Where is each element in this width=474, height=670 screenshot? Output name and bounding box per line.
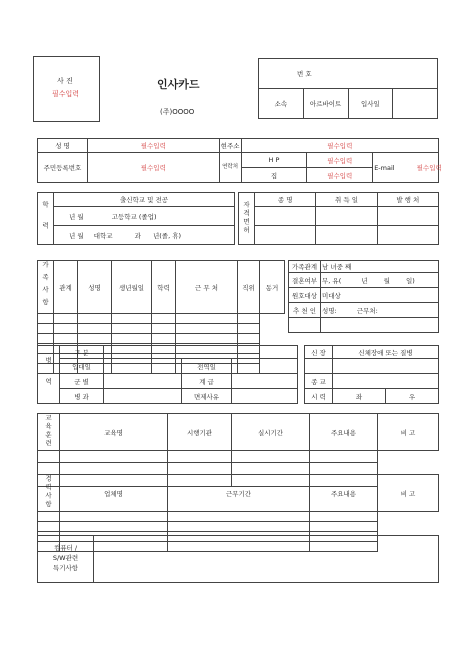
number-label: 번 호 xyxy=(259,59,438,89)
hire-value[interactable] xyxy=(393,89,438,119)
family-row xyxy=(38,334,285,344)
family-right-table xyxy=(288,260,439,333)
education-table xyxy=(37,192,235,245)
training-cell[interactable] xyxy=(38,451,60,463)
branch-value[interactable] xyxy=(104,374,182,389)
family-row xyxy=(38,314,285,324)
vision-right[interactable]: 우 xyxy=(386,389,439,404)
license-col-name: 종 명 xyxy=(255,193,316,207)
referrer-work[interactable]: 근무처: xyxy=(356,306,378,315)
family-cell[interactable] xyxy=(78,314,112,324)
training-cell[interactable] xyxy=(60,451,168,463)
license-side: 자격면허 xyxy=(239,193,255,245)
career-cell[interactable] xyxy=(38,522,60,532)
career-cell[interactable] xyxy=(310,512,378,522)
family-col-name: 성명 xyxy=(78,261,112,314)
name-label: 성 명 xyxy=(38,139,88,153)
marriage-day: 일) xyxy=(406,276,415,285)
marriage-label: 결혼여부 xyxy=(289,273,321,288)
personal-table xyxy=(37,138,442,183)
physical-table xyxy=(304,345,439,404)
marriage-month: 월 xyxy=(383,276,390,285)
training-col-org: 시행기관 xyxy=(168,414,232,451)
career-row xyxy=(38,522,439,532)
hp-label: H P xyxy=(241,153,307,168)
edu2-dept[interactable]: 과 xyxy=(134,231,141,240)
disability-label: 신체장애 또는 질병 xyxy=(333,346,439,359)
marriage-value[interactable]: 무, 유( xyxy=(322,276,342,285)
training-col-name: 교육명 xyxy=(60,414,168,451)
career-cell[interactable] xyxy=(60,512,168,522)
address-label: 현주소 xyxy=(219,139,241,153)
family-side: 가족사항 xyxy=(38,261,54,314)
training-col-note: 비 고 xyxy=(378,414,439,451)
home-label: 집 xyxy=(241,168,307,183)
rank-value[interactable] xyxy=(232,374,298,389)
career-cell[interactable] xyxy=(310,522,378,532)
edu2-date[interactable]: 년 월 xyxy=(69,231,84,240)
career-cell[interactable] xyxy=(168,522,310,532)
discharge-value[interactable] xyxy=(232,359,298,374)
family-cell[interactable] xyxy=(78,334,112,344)
veteran-label: 원호대상 xyxy=(289,288,321,303)
computer-field[interactable] xyxy=(94,536,439,583)
training-cell[interactable] xyxy=(60,463,168,475)
computer-label: 컴퓨터 / S/W관련 특기사항 xyxy=(38,536,94,583)
family-cell[interactable] xyxy=(54,324,78,334)
vision-label: 시 력 xyxy=(305,389,333,404)
name-field[interactable]: 필수입력 xyxy=(88,139,220,153)
career-side: 경력사항 xyxy=(38,475,60,512)
family-cell[interactable] xyxy=(176,314,238,324)
company-name: (주)OOOO xyxy=(160,108,195,116)
training-col-content: 주요내용 xyxy=(310,414,378,451)
family-row xyxy=(38,324,285,334)
vision-left[interactable]: 좌 xyxy=(333,389,386,404)
family-cell[interactable] xyxy=(112,314,152,324)
photo-required: 필수입력 xyxy=(52,90,80,98)
training-col-period: 실시기간 xyxy=(232,414,310,451)
family-col-live: 동거 xyxy=(260,261,285,314)
family-col-position: 직위 xyxy=(238,261,260,314)
hp-field[interactable]: 필수입력 xyxy=(307,153,373,168)
dept-value[interactable]: 아르바이트 xyxy=(303,89,348,119)
religion-label: 종 교 xyxy=(305,374,333,389)
branch-label: 군 별 xyxy=(60,374,104,389)
career-row xyxy=(38,512,439,522)
career-col-period: 근무기간 xyxy=(168,475,310,512)
family-cell[interactable] xyxy=(54,314,78,324)
family-col-relation: 관계 xyxy=(54,261,78,314)
specialty-label: 병 과 xyxy=(60,389,104,404)
height-label: 신 장 xyxy=(305,346,333,359)
family-cell[interactable] xyxy=(38,324,54,334)
license-col-date: 취 득 일 xyxy=(316,193,377,207)
discharge-label: 전역일 xyxy=(182,359,232,374)
family-cell[interactable] xyxy=(176,324,238,334)
training-row xyxy=(38,451,439,463)
military-side: 병 역 xyxy=(38,346,60,404)
hire-label: 입사일 xyxy=(348,89,393,119)
veteran-value[interactable]: 미대상 xyxy=(321,288,439,303)
edu2-year[interactable]: 년(졸, 휴) xyxy=(152,231,182,240)
photo-label: 사 진 xyxy=(57,77,73,85)
family-cell[interactable] xyxy=(152,334,176,344)
career-cell[interactable] xyxy=(38,512,60,522)
family-cell[interactable] xyxy=(238,314,260,324)
edu1-date[interactable]: 년 월 xyxy=(69,212,84,221)
address-field[interactable]: 필수입력 xyxy=(241,139,438,153)
career-col-company: 업체명 xyxy=(60,475,168,512)
family-cell[interactable] xyxy=(78,324,112,334)
family-relation-value[interactable]: 남 녀중 째 xyxy=(321,261,439,273)
enlist-label: 입대일 xyxy=(60,359,104,374)
training-cell[interactable] xyxy=(232,451,310,463)
family-cell[interactable] xyxy=(38,334,54,344)
training-cell[interactable] xyxy=(310,463,378,475)
photo-box[interactable] xyxy=(33,56,100,122)
school-header: 출신학교 및 전공 xyxy=(54,193,235,207)
family-relation-label: 가족관계 xyxy=(289,261,321,273)
license-table xyxy=(238,192,439,245)
family-cell[interactable] xyxy=(112,324,152,334)
email-label: E-mail xyxy=(374,164,395,172)
family-col-birth: 생년월일 xyxy=(112,261,152,314)
military-type-value[interactable] xyxy=(104,346,298,359)
computer-table xyxy=(37,535,439,583)
header-info-table xyxy=(258,58,438,119)
referrer-name[interactable]: 성명: xyxy=(322,306,337,315)
exempt-label: 면제사유 xyxy=(182,389,232,404)
enlist-value[interactable] xyxy=(104,359,182,374)
education-side: 학 력 xyxy=(38,193,54,245)
specialty-value[interactable] xyxy=(104,389,182,404)
home-field[interactable]: 필수입력 xyxy=(307,168,373,183)
rrn-label: 주민등록번호 xyxy=(38,153,88,183)
family-cell[interactable] xyxy=(238,324,260,334)
email-field[interactable]: 필수입력 xyxy=(416,164,442,172)
training-cell[interactable] xyxy=(38,463,60,475)
page-title: 인사카드 xyxy=(157,78,200,91)
rrn-field[interactable]: 필수입력 xyxy=(88,153,220,183)
exempt-value[interactable] xyxy=(232,389,298,404)
family-cell[interactable] xyxy=(152,324,176,334)
marriage-year: 년 xyxy=(361,276,368,285)
family-cell[interactable] xyxy=(238,334,260,344)
career-cell[interactable] xyxy=(168,512,310,522)
family-cell[interactable] xyxy=(176,334,238,344)
dept-label: 소속 xyxy=(259,89,304,119)
career-col-content: 주요내용 xyxy=(310,475,378,512)
family-cell[interactable] xyxy=(38,314,54,324)
contact-label: 연락처 xyxy=(219,153,241,183)
family-cell[interactable] xyxy=(112,334,152,344)
training-side: 교육훈련 xyxy=(38,414,60,451)
training-cell[interactable] xyxy=(168,463,232,475)
training-cell[interactable] xyxy=(310,451,378,463)
referrer-label: 추 천 인 xyxy=(289,303,321,318)
training-cell[interactable] xyxy=(232,463,310,475)
edu1-school[interactable]: 고등학교 (졸업) xyxy=(111,212,157,221)
family-col-edu: 학력 xyxy=(152,261,176,314)
edu2-school[interactable]: 대학교 xyxy=(93,231,113,240)
training-row xyxy=(38,463,439,475)
family-col-work: 근 무 처 xyxy=(176,261,238,314)
rank-label: 계 급 xyxy=(182,374,232,389)
career-col-note: 비 고 xyxy=(378,475,439,512)
family-cell[interactable] xyxy=(54,334,78,344)
career-cell[interactable] xyxy=(60,522,168,532)
training-cell[interactable] xyxy=(168,451,232,463)
license-col-issuer: 발 행 처 xyxy=(377,193,438,207)
family-cell[interactable] xyxy=(152,314,176,324)
military-table xyxy=(37,345,298,404)
military-type-label: 구 분 xyxy=(60,346,104,359)
